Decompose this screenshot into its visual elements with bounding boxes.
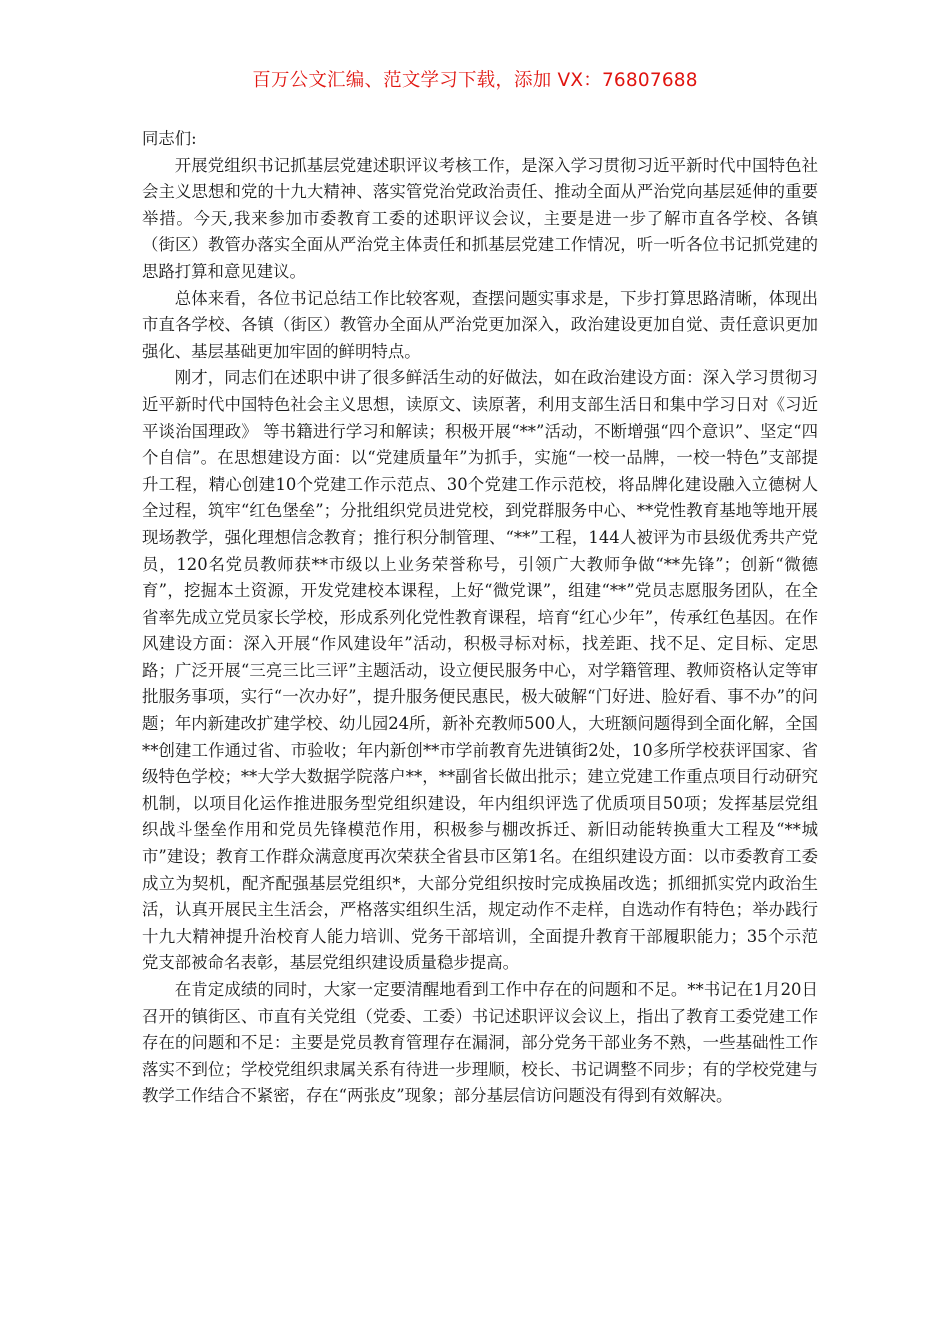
document-body — [142, 126, 818, 1110]
paragraph-intro: 开展党组织书记抓基层党建述职评议考核工作，是深入学习贯彻习近平新时代中国特色社会主义思想和党的十九大精神、落实管党治党政治责任、推动全面从严治党向基层延伸的重要举措。今天,我来参加市委教育工委的述职评议会议，主要是进一步了解市直各学校、各镇（街区）教管办落实全面从严治党主体责任和抓基层党建工作情况，听一听各位书记抓党建的思路打算和意见建议。 — [142, 155, 818, 281]
salutation: 同志们: — [142, 129, 197, 148]
paragraph-achievements: 刚才，同志们在述职中讲了很多鲜活生动的好做法，如在政治建设方面：深入学习贯彻习近平新时代中国特色社会主义思想，读原文、读原著，利用支部生活日和集中学习日对《习近平谈治国理政》 等书籍进行学习和解读；积极开展“**”活动，不断增强“四个意识”、坚定“四个自信”。在思想建设方面：以“党建质量年”为抓手，实施“一校一品牌，一校一特色”支部提升工程，精心创建10个党建工作示范点、30个党建工作示范校，将品牌化建设融入立德树人全过程，筑牢“红色堡垒”；分批组织党员进党校，到党群服务中心、**党性教育基地等地开展现场教学，强化理想信念教育；推行积分制管理、“**”工程，144人被评为市县级优秀共产党员，120名党员教师获**市级以上业务荣誉称号，引领广大教师争做“**先锋”；创新“微德育”，挖掘本土资源，开发党建校本课程，上好“微党课”，组建“**”党员志愿服务团队，在全省率先成立党员家长学校，形成系列化党性教育课程，培育“红心少年”，传承红色基因。在作风建设方面：深入开展“作风建设年”活动，积极寻标对标，找差距、找不足、定目标、定思路；广泛开展“三亮三比三评”主题活动，设立便民服务中心，对学籍管理、教师资格认定等审批服务事项，实行“一次办好”，提升服务便民惠民，极大破解“门好进、脸好看、事不办”的问题；年内新建改扩建学校、幼儿园24所，新补充教师500人，大班额问题得到全面化解，全国**创建工作通过省、市验收；年内新创**市学前教育先进镇街2处，10多所学校获评国家、省级特色学校；**大学大数据学院落户**，**副省长做出批示；建立党建工作重点项目行动研究机制，以项目化运作推进服务型党组织建设，年内组织评选了优质项目50项；发挥基层党组织战斗堡垒作用和党员先锋模范作用，积极参与棚改拆迁、新旧动能转换重大工程及“**城市”建设；教育工作群众满意度再次荣获全省县市区第1名。在组织建设方面：以市委教育工委成立为契机，配齐配强基层党组织*，大部分党组织按时完成换届改选；抓细抓实党内政治生活，认真开展民主生活会，严格落实组织生活，规定动作不走样，自选动作有特色；举办践行十九大精神提升治校育人能力培训、党务干部培训，全面提升教育干部履职能力；35个示范党支部被命名表彰，基层党组织建设质量稳步提高。 — [142, 368, 818, 973]
paragraph-problems: 在肯定成绩的同时，大家一定要清醒地看到工作中存在的问题和不足。**书记在1月20日召开的镇街区、市直有关党组（党委、工委）书记述职评议会议上，指出了教育工委党建工作存在的问题和不足：主要是党员教育管理存在漏洞，部分党务干部业务不熟，一些基础性工作落实不到位；学校党组织隶属关系有待进一步理顺，校长、书记调整不同步；有的学校党建与教学工作结合不紧密，存在“两张皮”现象；部分基层信访问题没有得到有效解决。 — [142, 980, 818, 1106]
paragraph-overview: 总体来看，各位书记总结工作比较客观，查摆问题实事求是，下步打算思路清晰，体现出市直各学校、各镇（街区）教管办全面从严治党更加深入，政治建设更加自觉、责任意识更加强化、基层基础更加牢固的鲜明特点。 — [142, 288, 818, 361]
header-banner: 百万公文汇编、范文学习下载，添加 VX：76807688 — [252, 70, 698, 91]
